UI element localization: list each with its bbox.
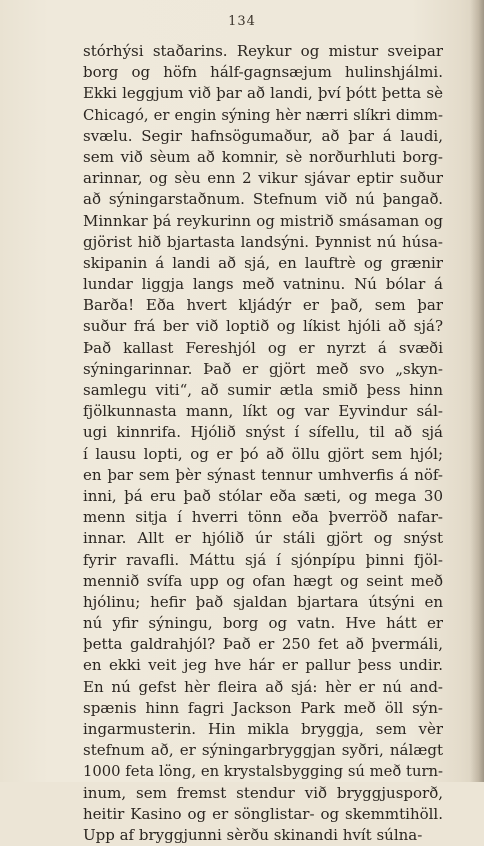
text-line: ugi kinnrifa. Hjólið snýst í sífellu, til að sjá	[83, 423, 443, 442]
text-line: En nú gefst hèr fleira að sjá: hèr er nú and-	[83, 677, 443, 696]
page-edge-shadow	[470, 0, 484, 782]
text-line: hjólinu; hefir það sjaldan bjartara útsýni en	[83, 592, 443, 611]
text-line: skipanin á landi að sjá, en lauftrè og grænir	[83, 253, 443, 272]
text-line: en ekki veit jeg hve hár er pallur þess undir.	[83, 656, 443, 675]
text-line: stefnum að, er sýningarbryggjan syðri, nálægt	[83, 741, 443, 760]
text-line: ingarmusterin. Hin mikla bryggja, sem vèr	[83, 720, 443, 738]
text-line: þetta galdrahjól? Það er 250 fet að þvermáli,	[83, 635, 443, 654]
text-line: borg og höfn hálf-gagnsæjum hulinshjálmi.	[83, 63, 443, 82]
body-text	[83, 41, 443, 846]
text-line: arinnar, og sèu enn 2 vikur sjávar eptir suður	[83, 169, 443, 188]
text-line: lundar liggja langs með vatninu. Nú bólar á	[83, 275, 443, 294]
text-line: innar. Allt er hjólið úr stáli gjört og snýst	[83, 529, 443, 548]
text-line: mennið svífa upp og ofan hægt og seint með	[83, 571, 443, 590]
text-line: gjörist hið bjartasta landsýni. Þynnist nú húsa-	[83, 232, 443, 251]
text-line: heitir Kasino og er sönglistar- og skemmtihöll.	[83, 804, 443, 823]
text-line: Chicagó, er engin sýning hèr nærri slíkri dimm-	[83, 106, 443, 124]
text-line: Minnkar þá reykurinn og mistrið smásaman og	[83, 211, 443, 230]
text-line: samlegu viti“, að sumir ætla smið þess hinn	[83, 381, 443, 399]
text-line: fyrir ravafli. Máttu sjá í sjónpípu þinni fjöl-	[83, 550, 443, 569]
text-line: spænis hinn fagri Jackson Park með öll sýn-	[83, 698, 443, 717]
text-line: fjölkunnasta mann, líkt og var Eyvindur sál-	[83, 402, 443, 421]
text-line: inni, þá eru það stólar eða sæti, og mega 30	[83, 486, 443, 505]
text-line: sem við sèum að komnir, sè norðurhluti borg-	[83, 147, 443, 166]
text-line: en þar sem þèr sýnast tennur umhverfis á nöf-	[83, 465, 443, 484]
text-line: stórhýsi staðarins. Reykur og mistur sveipar	[83, 42, 443, 60]
text-line: sýningarinnar. Það er gjört með svo „skyn-	[83, 359, 443, 378]
text-line: svælu. Segir hafnsögumaður, að þar á laudi,	[83, 126, 443, 145]
text-line: Upp af bryggjunni sèrðu skinandi hvít súlna-	[83, 825, 423, 844]
text-line: inum, sem fremst stendur við bryggjusporð,	[83, 783, 443, 802]
text-line: 1000 feta löng, en krystalsbygging sú með turn-	[83, 763, 443, 781]
text-line: suður frá ber við loptið og líkist hjóli að sjá?	[83, 317, 443, 336]
text-line: Það kallast Fereshjól og er nyrzt á svæði	[83, 338, 443, 357]
text-line: Ekki leggjum við þar að landi, því þótt þetta sè	[83, 84, 443, 103]
text-line: í lausu lopti, og er þó að öllu gjört sem hjól;	[83, 444, 443, 463]
page-number: 134	[228, 14, 256, 29]
text-line: menn sitja í hverri tönn eða þverröð nafar-	[83, 508, 443, 527]
text-line: nú yfir sýningu, borg og vatn. Hve hátt er	[83, 614, 443, 633]
text-line: Barða! Eða hvert kljádýr er það, sem þar	[83, 296, 443, 315]
text-line: að sýningarstaðnum. Stefnum við nú þangað.	[83, 190, 443, 209]
